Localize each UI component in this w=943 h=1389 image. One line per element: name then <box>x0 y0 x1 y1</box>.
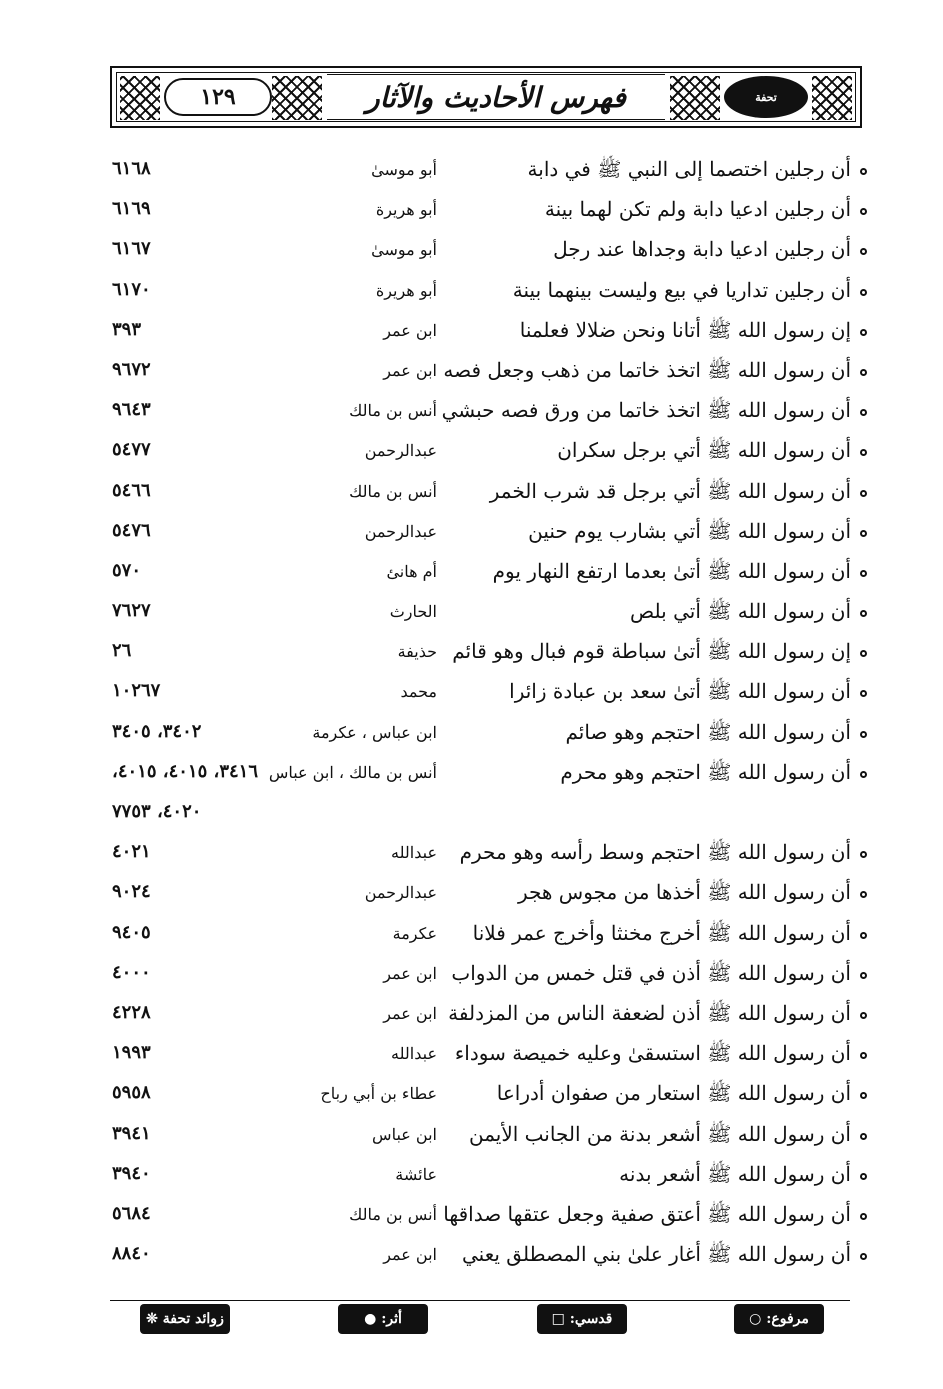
narrator-name: عبدالله <box>391 1044 437 1064</box>
hadith-incipit: أن رسول الله ﷺ أشعر بدنه <box>619 1161 851 1186</box>
hadith-number: ٢٦ <box>112 640 132 662</box>
narrator-name: أبو موسىٰ <box>371 240 437 260</box>
narrator-name: عكرمة <box>392 923 437 943</box>
narrator-name: الحارث <box>389 602 437 622</box>
hadith-number: ٩٦٤٣ <box>112 399 151 421</box>
narrator-name: ابن عمر <box>383 320 437 340</box>
narrator-name: عبدالله <box>391 843 437 863</box>
narrator-name: ابن عباس <box>372 1124 437 1144</box>
index-row <box>0 1117 943 1157</box>
marfu-circle-icon <box>860 731 867 738</box>
index-row <box>0 1157 943 1197</box>
narrator-name: أبو موسىٰ <box>371 160 437 179</box>
index-row <box>0 474 943 514</box>
header-ornament-right-inner <box>670 76 720 120</box>
header-ornament-left-inner <box>272 76 322 120</box>
hadith-number: ٥٤٦٦ <box>112 479 151 501</box>
marfu-circle-icon <box>860 289 867 296</box>
marfu-circle-icon <box>860 208 867 215</box>
narrator-name: أنس بن مالك <box>349 1204 437 1224</box>
hadith-number: ٦١٧٠ <box>112 278 151 300</box>
index-row <box>0 956 943 996</box>
index-row <box>0 1036 943 1076</box>
marfu-circle-icon <box>860 369 867 376</box>
index-row <box>0 755 943 795</box>
hadith-number: ٤٠٠٠ <box>112 961 151 983</box>
hadith-incipit: أن رسول الله ﷺ احتجم وسط رأسه وهو محرم <box>459 840 851 865</box>
hadith-incipit: أن رسول الله ﷺ أذن لضعفة الناس من المزدلفة <box>448 1000 851 1025</box>
narrator-name: عائشة <box>395 1164 437 1184</box>
marfu-circle-icon <box>860 1012 867 1019</box>
hadith-number: ٥٧٠ <box>112 559 142 581</box>
hadith-number: ٩٤٠٥ <box>112 921 151 943</box>
hadith-number: ٣٩٤٠ <box>112 1162 151 1184</box>
hadith-number: ٥٤٧٧ <box>112 439 151 461</box>
index-row <box>0 554 943 594</box>
marfu-circle-icon <box>860 1253 867 1260</box>
header-ornament-right <box>812 76 852 120</box>
narrator-name: أنس بن مالك <box>349 401 437 421</box>
hadith-incipit: أن رسول الله ﷺ أعتق صفية وجعل عتقها صداقها <box>443 1201 851 1226</box>
narrator-name: ابن عمر <box>383 1003 437 1023</box>
narrator-name: أنس بن مالك ، ابن عباس <box>268 762 437 782</box>
index-row <box>0 1197 943 1237</box>
narrator-name: ابن عمر <box>383 1245 437 1265</box>
narrator-name: عطاء بن أبي رباح <box>320 1084 437 1104</box>
legend-qudsi: قدسي: □ <box>537 1304 627 1334</box>
hadith-incipit: أن رسول الله ﷺ أذن في قتل خمس من الدواب <box>451 960 851 985</box>
hadith-incipit: أن رسول الله ﷺ اتخذ خاتما من ورق فصه حبشي <box>441 398 851 423</box>
marfu-circle-icon <box>860 1213 867 1220</box>
index-row <box>0 393 943 433</box>
narrator-name: أم هانئ <box>386 561 437 581</box>
marfu-circle-icon <box>860 409 867 416</box>
hadith-incipit: أن رجلين ادعيا دابة ولم تكن لهما بينة <box>544 197 851 222</box>
marfu-circle-icon <box>860 449 867 456</box>
index-row <box>0 835 943 875</box>
hadith-incipit: أن رسول الله ﷺ أغار علىٰ بني المصطلق يعني <box>462 1242 851 1267</box>
marfu-circle-icon <box>860 490 867 497</box>
marfu-circle-icon <box>860 168 867 175</box>
index-row <box>0 232 943 272</box>
marfu-circle-icon <box>860 248 867 255</box>
hadith-number: ٣٤٠٢، ٣٤٠٥ <box>112 720 202 742</box>
marfu-circle-icon <box>860 1092 867 1099</box>
hadith-number: ٣٤١٦، ٤٠١٥، ٤٠١٥، <box>112 760 258 782</box>
hadith-incipit: أن رسول الله ﷺ أتي بشارب يوم حنين <box>528 518 851 543</box>
marfu-circle-icon <box>860 650 867 657</box>
header-ornament-left <box>120 76 160 120</box>
narrator-name: عبدالرحمن <box>364 521 437 541</box>
narrator-name: أبو هريرة <box>375 200 437 220</box>
marfu-circle-icon <box>860 690 867 697</box>
hadith-incipit: أن رسول الله ﷺ احتجم وهو محرم <box>560 759 851 784</box>
marfu-circle-icon <box>860 1173 867 1180</box>
index-row <box>0 715 943 755</box>
narrator-name: عبدالرحمن <box>364 883 437 903</box>
hadith-incipit: أن رسول الله ﷺ أتي بلص <box>630 599 851 624</box>
hadith-incipit: أن رسول الله ﷺ أخرج مخنثا وأخرج عمر فلانا <box>472 920 851 945</box>
hadith-incipit: أن رسول الله ﷺ احتجم وهو صائم <box>565 719 851 744</box>
hadith-number: ١٠٢٦٧ <box>112 680 161 702</box>
page-header <box>110 66 862 128</box>
narrator-name: محمد <box>400 682 437 702</box>
marfu-circle-icon <box>860 530 867 537</box>
hadith-incipit: أن رجلين اختصما إلى النبي ﷺ في دابة <box>527 157 851 181</box>
narrator-name: ابن عمر <box>383 963 437 983</box>
hadith-number: ٦١٦٨ <box>112 158 151 179</box>
page-title: فهرس الأحاديث والآثار <box>327 74 665 120</box>
index-row <box>0 634 943 674</box>
narrator-name: عبدالرحمن <box>364 441 437 461</box>
narrator-name: ابن عباس ، عكرمة <box>312 722 437 742</box>
hadith-number: ٣٩٤١ <box>112 1122 151 1144</box>
index-row <box>0 594 943 634</box>
index-row <box>0 514 943 554</box>
marfu-circle-icon <box>860 932 867 939</box>
hadith-incipit: أن رسول الله ﷺ أخذها من مجوس هجر <box>517 880 851 905</box>
hadith-number: ٩٠٢٤ <box>112 881 151 903</box>
hadith-incipit: أن رسول الله ﷺ أتي برجل سكران <box>557 438 851 463</box>
index-row <box>0 353 943 393</box>
hadith-number: ٥٤٧٦ <box>112 519 151 541</box>
marfu-circle-icon <box>860 972 867 979</box>
marfu-circle-icon <box>860 610 867 617</box>
hadith-incipit: أن رجلين ادعيا دابة وجداها عند رجل <box>553 237 851 262</box>
marfu-circle-icon <box>860 851 867 858</box>
hadith-incipit: أن رسول الله ﷺ أشعر بدنة من الجانب الأيمن <box>468 1121 851 1146</box>
hadith-number: ٦١٦٧ <box>112 238 151 260</box>
hadith-number: ٦١٦٩ <box>112 198 151 220</box>
index-row <box>0 433 943 473</box>
index-row <box>0 1237 943 1277</box>
index-row <box>0 674 943 714</box>
hadith-number: ٥٦٨٤ <box>112 1202 151 1224</box>
index-row <box>0 875 943 915</box>
hadith-incipit: أن رسول الله ﷺ أتىٰ بعدما ارتفع النهار يوم <box>492 558 851 583</box>
index-row <box>0 1076 943 1116</box>
hadith-incipit: إن رسول الله ﷺ أتىٰ سباطة قوم فبال وهو قائم <box>452 639 851 664</box>
legend-athar: أثر: ● <box>338 1304 428 1334</box>
hadith-incipit: أن رسول الله ﷺ أتىٰ سعد بن عبادة زائرا <box>509 679 851 704</box>
narrator-name: ابن عمر <box>383 360 437 380</box>
hadith-number: ٤٠٢١ <box>112 841 151 863</box>
hadith-number: ١٩٩٣ <box>112 1042 151 1064</box>
marfu-circle-icon <box>860 1133 867 1140</box>
legend-marfu: مرفوع: ○ <box>734 1304 824 1334</box>
marfu-circle-icon <box>860 570 867 577</box>
index-row <box>0 916 943 956</box>
hadith-index-list <box>0 152 943 1277</box>
marfu-circle-icon <box>860 329 867 336</box>
legend-zawaid: زوائد تحفة ❊ <box>140 1304 230 1334</box>
hadith-incipit: أن رسول الله ﷺ أتي برجل قد شرب الخمر <box>489 478 851 503</box>
hadith-incipit: أن رسول الله ﷺ اتخذ خاتما من ذهب وجعل فصه <box>443 357 851 382</box>
hadith-incipit: إن رسول الله ﷺ أتانا ونحن ضلالا فعلمنا <box>519 317 851 342</box>
index-row <box>0 152 943 192</box>
hadith-number: ٥٩٥٨ <box>112 1082 151 1104</box>
index-row <box>0 313 943 353</box>
hadith-number: ٧٦٢٧ <box>112 600 151 622</box>
hadith-number: ٣٩٣ <box>112 318 142 340</box>
hadith-number: ٨٨٤٠ <box>112 1243 151 1265</box>
narrator-name: أنس بن مالك <box>349 481 437 501</box>
index-row <box>0 795 943 835</box>
hadith-incipit: أن رسول الله ﷺ استعار من صفوان أدراعا <box>496 1081 851 1106</box>
page-number: ١٢٩ <box>164 78 272 116</box>
hadith-incipit: أن رسول الله ﷺ استسقىٰ وعليه خميصة سوداء <box>454 1041 851 1066</box>
index-row <box>0 996 943 1036</box>
hadith-number: ٤٢٢٨ <box>112 1001 151 1023</box>
index-row <box>0 273 943 313</box>
marfu-circle-icon <box>860 891 867 898</box>
book-emblem-icon: تحفة <box>724 76 808 118</box>
hadith-number: ٤٠٢٠، ٧٧٥٣ <box>112 801 202 822</box>
hadith-number: ٩٦٧٢ <box>112 358 151 380</box>
hadith-incipit: أن رجلين تداريا في بيع وليست بينهما بينة <box>512 277 851 302</box>
footer-divider <box>110 1300 850 1301</box>
marfu-circle-icon <box>860 1052 867 1059</box>
marfu-circle-icon <box>860 771 867 778</box>
index-row <box>0 192 943 232</box>
narrator-name: حذيفة <box>397 642 437 662</box>
narrator-name: أبو هريرة <box>375 280 437 300</box>
